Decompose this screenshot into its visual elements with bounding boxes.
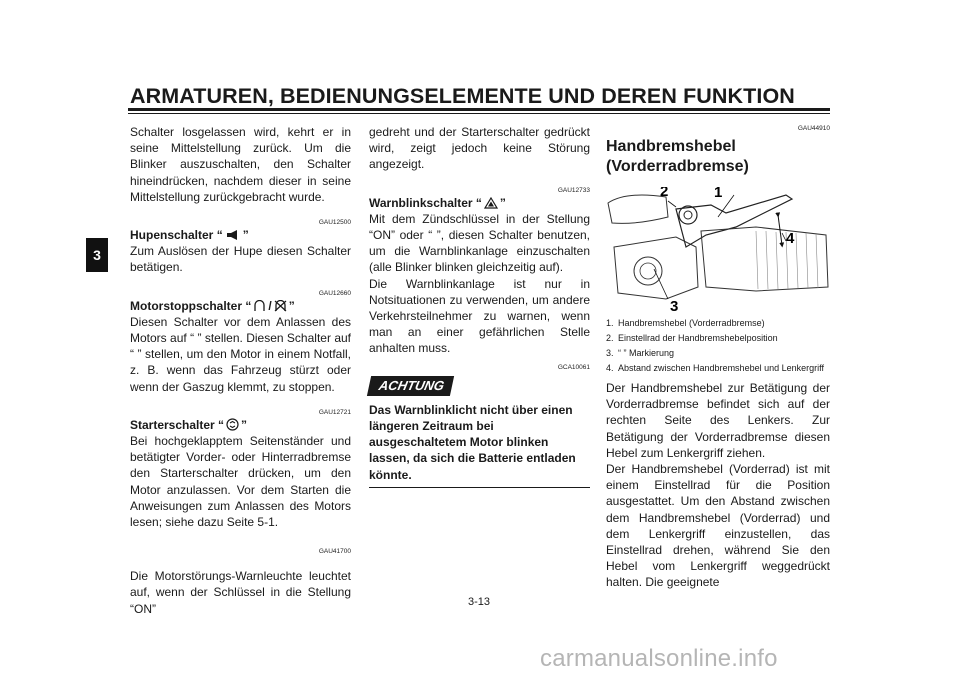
brake-body-1: Der Handbremshebel zur Betätigung der Vorderradbremse befindet sich auf der rechten Seite des Lenkers. Zur Betätigung der Vorderradbremse diesen Hebel zum Lenkergriff ziehen. [606, 381, 830, 460]
caption-item: 4. Abstand zwischen Handbremshebel und Lenkergriff [606, 363, 824, 373]
starter-body: Bei hochgeklapptem Seitenständer und betätigter Vorder- oder Hinterradbremse den Starterschalter drücken, um den Motor anzulassen. Vor dem Starten die Anweisungen zum Anlassen des Motors lesen; siehe dazu Seite 5-1. [130, 434, 351, 530]
column-2 [369, 124, 590, 488]
engine-run-icon [253, 300, 266, 312]
section-code: GAU12660 [318, 289, 351, 297]
figure-label-1: 1 [714, 187, 723, 201]
caution-badge: ACHTUNG [367, 376, 454, 396]
brake-body-2: Der Handbremshebel (Vorderrad) ist mit einem Einstellrad für die Position ausgestattet. Um den Abstand zwischen dem Handbremshebel (Vorderrad) und dem Lenkergriff einzustellen, das Einstellrad drehen, während Sie den Hebel vom Lenkergriff weggedrückt halten. Die geeignete [606, 462, 830, 590]
section-code: GCA10061 [557, 363, 590, 371]
section-code: GAU12733 [557, 186, 590, 194]
horn-icon [225, 229, 241, 241]
figure-captions [606, 317, 830, 374]
horn-heading: Hupenschalter “ ” [130, 228, 249, 243]
watermark: carmanualsonline.info [540, 645, 778, 672]
caption-item: 2. Einstellrad der Handbremshebelposition [606, 333, 778, 343]
hazard-triangle-icon [484, 197, 498, 209]
hazard-body-1: Mit dem Zündschlüssel in der Stellung “ON” oder “ ”, diesen Schalter benutzen, um die Warnblinkanlage einzuschalten (alle Blinker blinken gleichzeitig auf). [369, 211, 590, 275]
starter-icon [226, 418, 239, 431]
section-code: GAU12721 [318, 408, 351, 416]
section-code: GAU12500 [318, 219, 351, 227]
engine-stop-icon [274, 300, 287, 312]
caution-text: Das Warnblinklicht nicht über einen längeren Zeitraum bei ausgeschaltetem Motor blinken lassen, da sich die Batterie entladen könnte. [369, 402, 576, 482]
caption-item: 3. “ ” Markierung [606, 348, 675, 358]
horn-body: Zum Auslösen der Hupe diesen Schalter betätigen. [130, 244, 351, 275]
col1-intro: Schalter losgelassen wird, kehrt er in seine Mittelstellung zurück. Um die Blinker auszuschalten, den Schalter hineindrücken, nachdem dieser in seine Mittelstellung zurückgebracht wurde. [130, 125, 351, 204]
figure-label-2: 2 [660, 187, 669, 200]
caution-rule [369, 487, 590, 488]
stop-heading: Motorstoppschalter “ / ” [130, 298, 295, 313]
section-code: GAU44910 [797, 125, 830, 132]
caption-item: 1. Handbremshebel (Vorderradbremse) [606, 318, 765, 328]
chapter-tab: 3 [86, 238, 108, 272]
column-3 [606, 124, 830, 591]
page-title: ARMATUREN, BEDIENUNGSELEMENTE UND DEREN FUNKTION [130, 84, 795, 108]
stop-body: Diesen Schalter vor dem Anlassen des Motors auf “ ” stellen. Diesen Schalter auf “ ” stellen, um den Motor in einem Notfall, z. B. wenn das Fahrzeug stürzt oder wenn der Gaszug klemmt, zu stoppen. [130, 314, 351, 394]
col2-intro: gedreht und der Starterschalter gedrückt wird, zeigt jedoch keine Störung angezeigt. [369, 125, 590, 172]
figure-label-4: 4 [786, 230, 795, 247]
title-rule [128, 108, 830, 111]
starter-heading: Starterschalter “ ” [130, 417, 248, 432]
brake-lever-heading: Handbremshebel (Vorderradbremse) [606, 138, 749, 175]
warnlight-body: Die Motorstörungs-Warnleuchte leuchtet auf, wenn der Schlüssel in die Stellung “ON” [130, 569, 351, 616]
figure-label-3: 3 [670, 298, 679, 313]
hazard-heading: Warnblinkschalter “ ” [369, 195, 506, 210]
hazard-body-2: Die Warnblinkanlage ist nur in Notsituationen zu verwenden, um andere Verkehrsteilnehmer zu warnen, wenn man an einer gefährlichen Stelle anhalten muss. [369, 276, 590, 356]
section-code: GAU41700 [318, 548, 351, 556]
page-number: 3-13 [468, 596, 491, 608]
brake-lever-figure [606, 187, 830, 313]
title-rule-thin [128, 113, 830, 114]
column-1 [130, 124, 351, 617]
